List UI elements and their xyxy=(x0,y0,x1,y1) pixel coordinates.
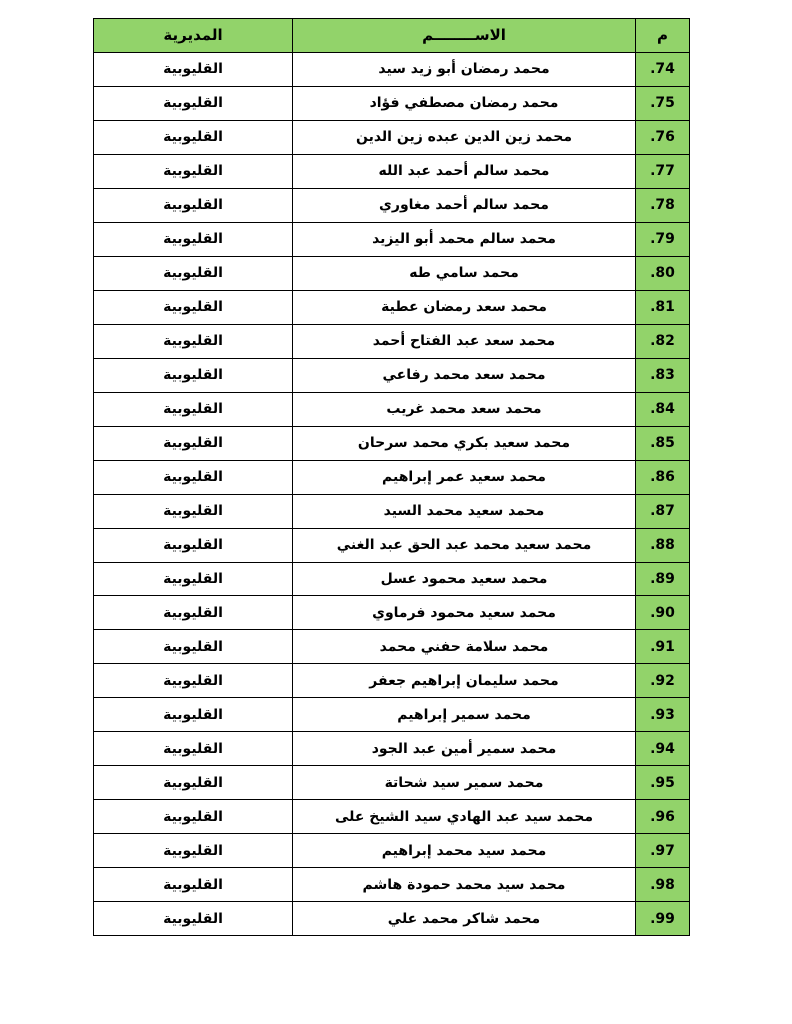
row-num: .89 xyxy=(636,562,690,596)
row-num: .84 xyxy=(636,392,690,426)
row-directorate: القليوبية xyxy=(94,188,293,222)
row-name: محمد شاكر محمد علي xyxy=(293,902,636,936)
row-name: محمد سمير إبراهيم xyxy=(293,698,636,732)
row-directorate: القليوبية xyxy=(94,698,293,732)
row-name: محمد سليمان إبراهيم جعفر xyxy=(293,664,636,698)
row-directorate: القليوبية xyxy=(94,426,293,460)
row-name: محمد سعيد بكري محمد سرحان xyxy=(293,426,636,460)
row-num: .99 xyxy=(636,902,690,936)
table-row xyxy=(94,290,690,324)
names-table xyxy=(93,18,690,936)
row-name: محمد سيد محمد حمودة هاشم xyxy=(293,868,636,902)
row-directorate: القليوبية xyxy=(94,630,293,664)
row-num: .95 xyxy=(636,766,690,800)
table-row xyxy=(94,426,690,460)
table-row xyxy=(94,120,690,154)
table-row xyxy=(94,868,690,902)
table-row xyxy=(94,698,690,732)
table-row xyxy=(94,664,690,698)
row-num: .74 xyxy=(636,52,690,86)
row-name: محمد رمضان مصطفي فؤاد xyxy=(293,86,636,120)
row-name: محمد سلامة حفني محمد xyxy=(293,630,636,664)
row-directorate: القليوبية xyxy=(94,834,293,868)
row-directorate: القليوبية xyxy=(94,460,293,494)
row-num: .86 xyxy=(636,460,690,494)
row-name: محمد سيد عبد الهادي سيد الشيخ على xyxy=(293,800,636,834)
table-row xyxy=(94,732,690,766)
row-directorate: القليوبية xyxy=(94,392,293,426)
row-num: .85 xyxy=(636,426,690,460)
header-num: م xyxy=(636,19,690,53)
table-row xyxy=(94,630,690,664)
row-num: .91 xyxy=(636,630,690,664)
row-num: .93 xyxy=(636,698,690,732)
row-directorate: القليوبية xyxy=(94,902,293,936)
row-num: .98 xyxy=(636,868,690,902)
table-row xyxy=(94,494,690,528)
row-num: .75 xyxy=(636,86,690,120)
table-row xyxy=(94,188,690,222)
row-directorate: القليوبية xyxy=(94,120,293,154)
row-num: .96 xyxy=(636,800,690,834)
table-row xyxy=(94,800,690,834)
row-num: .81 xyxy=(636,290,690,324)
row-num: .80 xyxy=(636,256,690,290)
row-directorate: القليوبية xyxy=(94,528,293,562)
row-num: .77 xyxy=(636,154,690,188)
table-row xyxy=(94,358,690,392)
row-num: .92 xyxy=(636,664,690,698)
table-row xyxy=(94,460,690,494)
row-directorate: القليوبية xyxy=(94,86,293,120)
row-name: محمد سالم أحمد مغاوري xyxy=(293,188,636,222)
row-name: محمد سعد رمضان عطية xyxy=(293,290,636,324)
table-row xyxy=(94,562,690,596)
row-name: محمد سالم محمد أبو اليزيد xyxy=(293,222,636,256)
row-num: .83 xyxy=(636,358,690,392)
table-row xyxy=(94,86,690,120)
table-row xyxy=(94,902,690,936)
row-num: .88 xyxy=(636,528,690,562)
row-name: محمد سعيد محمود فرماوي xyxy=(293,596,636,630)
row-directorate: القليوبية xyxy=(94,800,293,834)
row-directorate: القليوبية xyxy=(94,664,293,698)
row-directorate: القليوبية xyxy=(94,324,293,358)
row-name: محمد سامي طه xyxy=(293,256,636,290)
table-row xyxy=(94,596,690,630)
row-directorate: القليوبية xyxy=(94,562,293,596)
row-directorate: القليوبية xyxy=(94,596,293,630)
row-directorate: القليوبية xyxy=(94,222,293,256)
header-directorate: المديرية xyxy=(94,19,293,53)
row-directorate: القليوبية xyxy=(94,52,293,86)
row-name: محمد سعيد محمود عسل xyxy=(293,562,636,596)
row-name: محمد سيد محمد إبراهيم xyxy=(293,834,636,868)
row-name: محمد سمير سيد شحاتة xyxy=(293,766,636,800)
row-name: محمد سالم أحمد عبد الله xyxy=(293,154,636,188)
row-name: محمد سعيد محمد عبد الحق عبد الغني xyxy=(293,528,636,562)
row-name: محمد رمضان أبو زيد سيد xyxy=(293,52,636,86)
table-row xyxy=(94,392,690,426)
row-num: .79 xyxy=(636,222,690,256)
row-num: .76 xyxy=(636,120,690,154)
row-directorate: القليوبية xyxy=(94,290,293,324)
table-row xyxy=(94,528,690,562)
row-directorate: القليوبية xyxy=(94,732,293,766)
row-directorate: القليوبية xyxy=(94,766,293,800)
row-name: محمد سعد عبد الفتاح أحمد xyxy=(293,324,636,358)
row-num: .87 xyxy=(636,494,690,528)
table-row xyxy=(94,834,690,868)
row-num: .78 xyxy=(636,188,690,222)
row-directorate: القليوبية xyxy=(94,868,293,902)
row-num: .90 xyxy=(636,596,690,630)
row-name: محمد سعيد محمد السيد xyxy=(293,494,636,528)
table-row xyxy=(94,324,690,358)
row-name: محمد سعيد عمر إبراهيم xyxy=(293,460,636,494)
row-name: محمد زين الدين عبده زين الدين xyxy=(293,120,636,154)
row-name: محمد سعد محمد رفاعي xyxy=(293,358,636,392)
row-directorate: القليوبية xyxy=(94,494,293,528)
row-directorate: القليوبية xyxy=(94,358,293,392)
table-row xyxy=(94,154,690,188)
table-row xyxy=(94,222,690,256)
header-name: الاســــــــم xyxy=(293,19,636,53)
row-name: محمد سمير أمين عبد الجود xyxy=(293,732,636,766)
row-directorate: القليوبية xyxy=(94,154,293,188)
row-num: .97 xyxy=(636,834,690,868)
table-row xyxy=(94,766,690,800)
row-directorate: القليوبية xyxy=(94,256,293,290)
row-num: .82 xyxy=(636,324,690,358)
row-num: .94 xyxy=(636,732,690,766)
table-row xyxy=(94,52,690,86)
table-body xyxy=(94,52,690,935)
row-name: محمد سعد محمد غريب xyxy=(293,392,636,426)
table-header-row xyxy=(94,19,690,53)
table-row xyxy=(94,256,690,290)
